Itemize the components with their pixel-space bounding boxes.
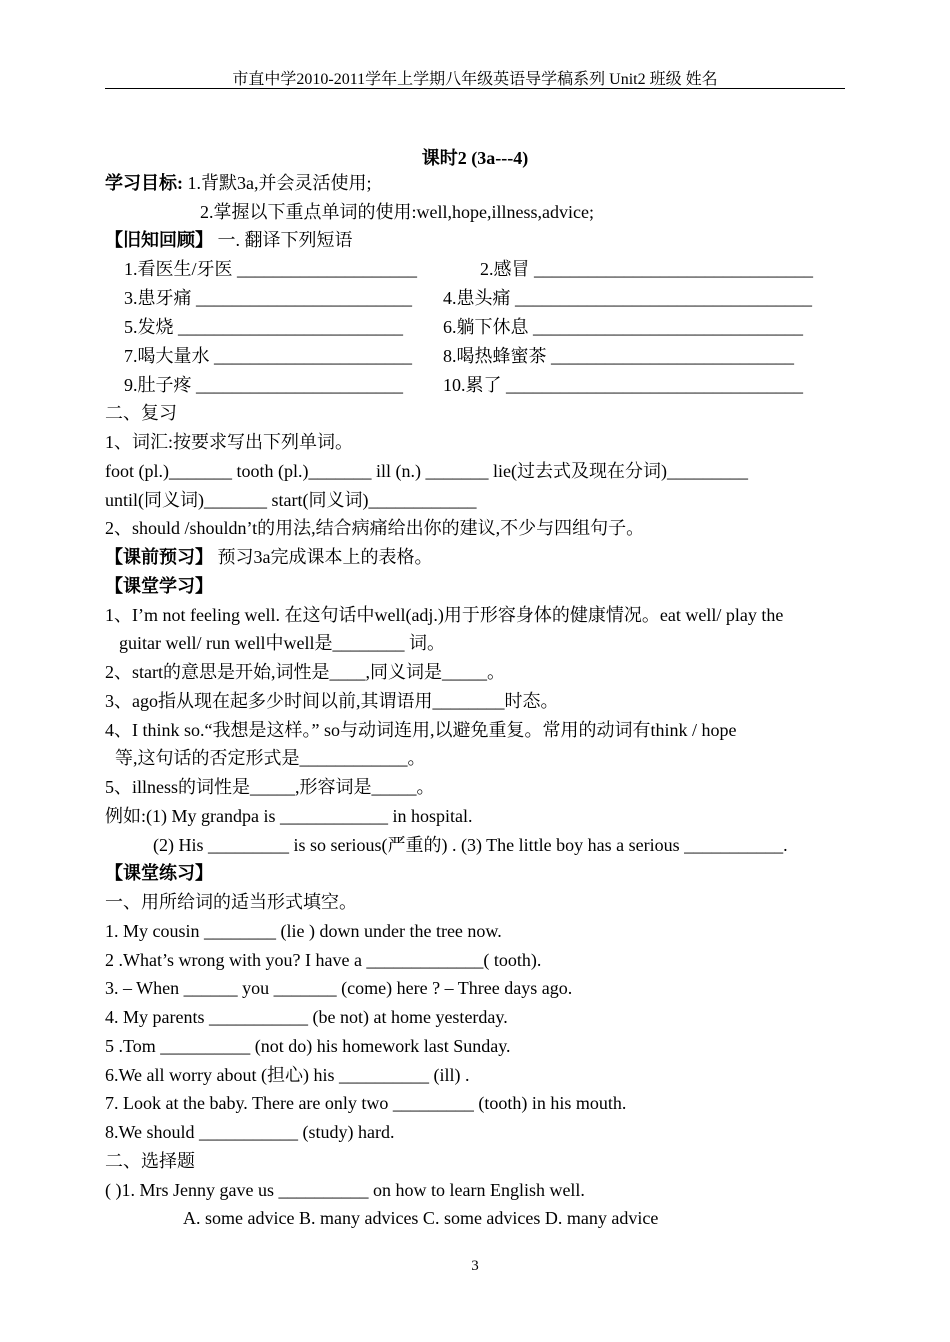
- fill-item: 8.We should ___________ (study) hard.: [105, 1122, 395, 1142]
- preview-label: 【课前预习】: [105, 547, 213, 567]
- study-item-5: 5、illness的词性是_____,形容词是_____。: [105, 777, 435, 797]
- goals-line-1: [105, 171, 372, 195]
- review-old-intro: 一. 翻译下列短语: [213, 230, 353, 250]
- page-header: 市直中学2010-2011学年上学期八年级英语导学稿系列 Unit2 班级 姓名: [232, 71, 718, 88]
- study-item-1a: 1、I’m not feeling well. 在这句话中well(adj.)用于形容身体的健康情况。eat well/ play the: [105, 605, 784, 625]
- fill-item: 6.We all worry about (担心) his __________ (ill) .: [105, 1065, 470, 1085]
- study-item-1b: guitar well/ run well中well是________ 词。: [119, 633, 445, 653]
- phrase-right: 2.感冒 _______________________________: [480, 259, 813, 279]
- choice-options-1: A. some advice B. many advices C. some advices D. many advice: [183, 1208, 659, 1228]
- goals-item-2: 2.掌握以下重点单词的使用:well,hope,illness,advice;: [200, 202, 594, 222]
- page-number: 3: [471, 1258, 479, 1274]
- choice-question-1: ( )1. Mrs Jenny gave us __________ on how to learn English well.: [105, 1180, 585, 1200]
- example-2: (2) His _________ is so serious(严重的) . (3) The little boy has a serious ___________.: [153, 835, 788, 855]
- should-task: 2、should /shouldn’t的用法,结合病痛给出你的建议,不少与四组句子。: [105, 518, 645, 538]
- example-1: 例如:(1) My grandpa is ____________ in hospital.: [105, 806, 473, 826]
- study-item-3: 3、ago指从现在起多少时间以前,其谓语用________时态。: [105, 691, 559, 711]
- phrase-left: 3.患牙痛 ________________________: [124, 288, 412, 308]
- study-item-4a: 4、I think so.“我想是这样。” so与动词连用,以避免重复。常用的动词有think / hope: [105, 720, 737, 740]
- goals-label: 学习目标:: [105, 173, 183, 193]
- review-heading: 二、复习: [105, 403, 177, 423]
- vocab-title: 1、词汇:按要求写出下列单词。: [105, 432, 353, 452]
- fill-item: 4. My parents ___________ (be not) at home yesterday.: [105, 1007, 508, 1027]
- phrase-left: 1.看医生/牙医 ____________________: [124, 259, 418, 279]
- study-item-4b: 等,这句话的否定形式是____________。: [115, 748, 426, 768]
- phrase-left: 9.肚子疼 _______________________: [124, 375, 403, 395]
- class-study-label: 【课堂学习】: [105, 576, 213, 596]
- review-old-heading: [105, 228, 353, 252]
- vocab-line-1: foot (pl.)_______ tooth (pl.)_______ ill (n.) _______ lie(过去式及现在分词)_________: [105, 461, 748, 481]
- phrase-right: 10.累了 _________________________________: [443, 375, 803, 395]
- fill-item: 2 .What’s wrong with you? I have a _____________( tooth).: [105, 950, 542, 970]
- goals-item-1: 1.背默3a,并会灵活使用;: [187, 173, 372, 193]
- preview-line: [105, 545, 433, 569]
- phrase-right: 6.躺下休息 ______________________________: [443, 317, 803, 337]
- practice-label: 【课堂练习】: [105, 863, 213, 883]
- phrase-left: 7.喝大量水 ______________________: [124, 346, 412, 366]
- fill-item: 5 .Tom __________ (not do) his homework last Sunday.: [105, 1036, 511, 1056]
- preview-text: 预习3a完成课本上的表格。: [213, 547, 433, 567]
- vocab-line-2: until(同义词)_______ start(同义词)____________: [105, 490, 477, 510]
- lesson-title: 课时2 (3a---4): [421, 148, 529, 168]
- review-old-label: 【旧知回顾】: [105, 230, 213, 250]
- fill-heading: 一、用所给词的适当形式填空。: [105, 892, 357, 912]
- fill-item: 7. Look at the baby. There are only two _________ (tooth) in his mouth.: [105, 1093, 627, 1113]
- phrase-right: 8.喝热蜂蜜茶 ___________________________: [443, 346, 794, 366]
- study-item-2: 2、start的意思是开始,词性是____,同义词是_____。: [105, 662, 505, 682]
- phrase-right: 4.患头痛 _________________________________: [443, 288, 812, 308]
- choice-heading: 二、选择题: [105, 1151, 195, 1171]
- header-rule: [105, 88, 845, 89]
- phrase-left: 5.发烧 _________________________: [124, 317, 403, 337]
- fill-item: 1. My cousin ________ (lie ) down under the tree now.: [105, 921, 502, 941]
- fill-item: 3. – When ______ you _______ (come) here ? – Three days ago.: [105, 978, 573, 998]
